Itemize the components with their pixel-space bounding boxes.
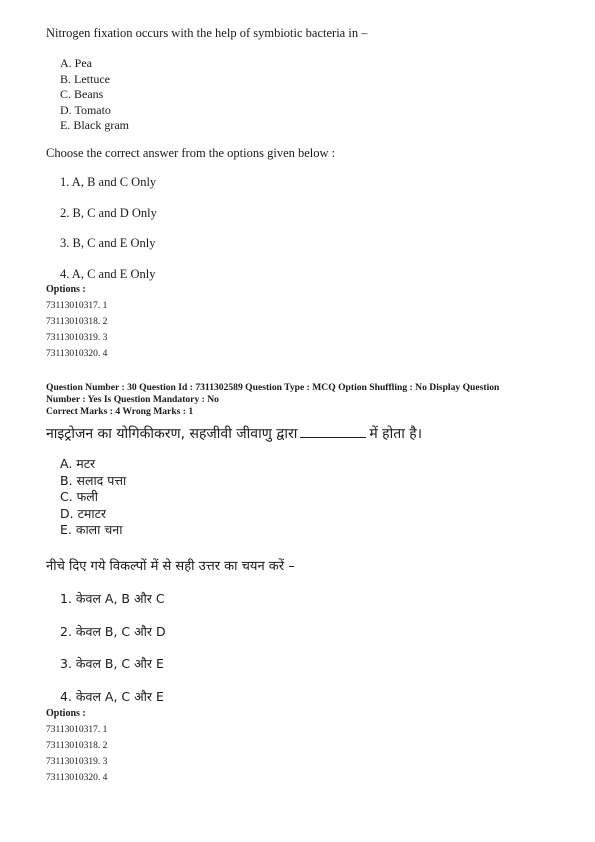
list-item: A. Pea [60, 56, 92, 70]
answer-option-2: 2. B, C and D Only [60, 206, 157, 220]
list-item: C. फली [60, 489, 99, 504]
option-code: 73113010317. 1 [46, 725, 108, 735]
marks-line: Correct Marks : 4 Wrong Marks : 1 [46, 406, 194, 417]
list-item: D. Tomato [60, 102, 111, 117]
option-code: 73113010318. 2 [46, 741, 108, 751]
answer-option-1: 1. A, B and C Only [60, 175, 157, 189]
option-code: 73113010319. 3 [46, 333, 108, 343]
option-code: 73113010320. 4 [46, 773, 108, 783]
options-label: Options : [46, 284, 86, 295]
answer-option-3: 3. B, C and E Only [60, 236, 156, 250]
question-meta-line: Number : Yes Is Question Mandatory : No [46, 394, 219, 405]
option-code: 73113010318. 2 [46, 317, 108, 327]
answer-option-2: 2. केवल B, C और D [60, 624, 166, 639]
question-30-meta [46, 382, 566, 418]
list-item: E. काला चना [60, 522, 123, 537]
answer-option-3: 3. केवल B, C और E [60, 656, 164, 671]
choose-instruction: नीचे दिए गये विकल्पों में से सही उत्तर का चयन करें – [46, 559, 295, 574]
answer-option-1: 1. केवल A, B और C [60, 591, 165, 606]
question-30-text [46, 424, 422, 443]
answer-option-4: 4. A, C and E Only [60, 267, 156, 281]
list-item: B. सलाद पत्ता [60, 472, 127, 488]
question-30-items [60, 456, 126, 539]
answer-option-4: 4. केवल A, C और E [60, 689, 164, 704]
option-code: 73113010317. 1 [46, 301, 108, 311]
question-meta-line: Question Number : 30 Question Id : 7311302589 Question Type : MCQ Option Shuffling : No Display Question [46, 382, 500, 393]
list-item: E. Black gram [60, 118, 129, 132]
choose-instruction: Choose the correct answer from the options given below : [46, 146, 336, 160]
question-29-items [60, 56, 129, 134]
list-item: C. Beans [60, 87, 104, 101]
option-code: 73113010319. 3 [46, 757, 108, 767]
option-code: 73113010320. 4 [46, 349, 108, 359]
list-item: D. टमाटर [60, 505, 106, 521]
question-text-after: में होता है। [369, 426, 423, 442]
question-29-text: Nitrogen fixation occurs with the help of symbiotic bacteria in – [46, 26, 368, 40]
question-text-before: नाइट्रोजन का योगिकीकरण, सहजीवी जीवाणु द्वारा [46, 426, 298, 442]
options-label: Options : [46, 708, 86, 719]
list-item: B. Lettuce [60, 71, 110, 86]
list-item: A. मटर [60, 456, 96, 471]
answer-blank [300, 425, 366, 438]
